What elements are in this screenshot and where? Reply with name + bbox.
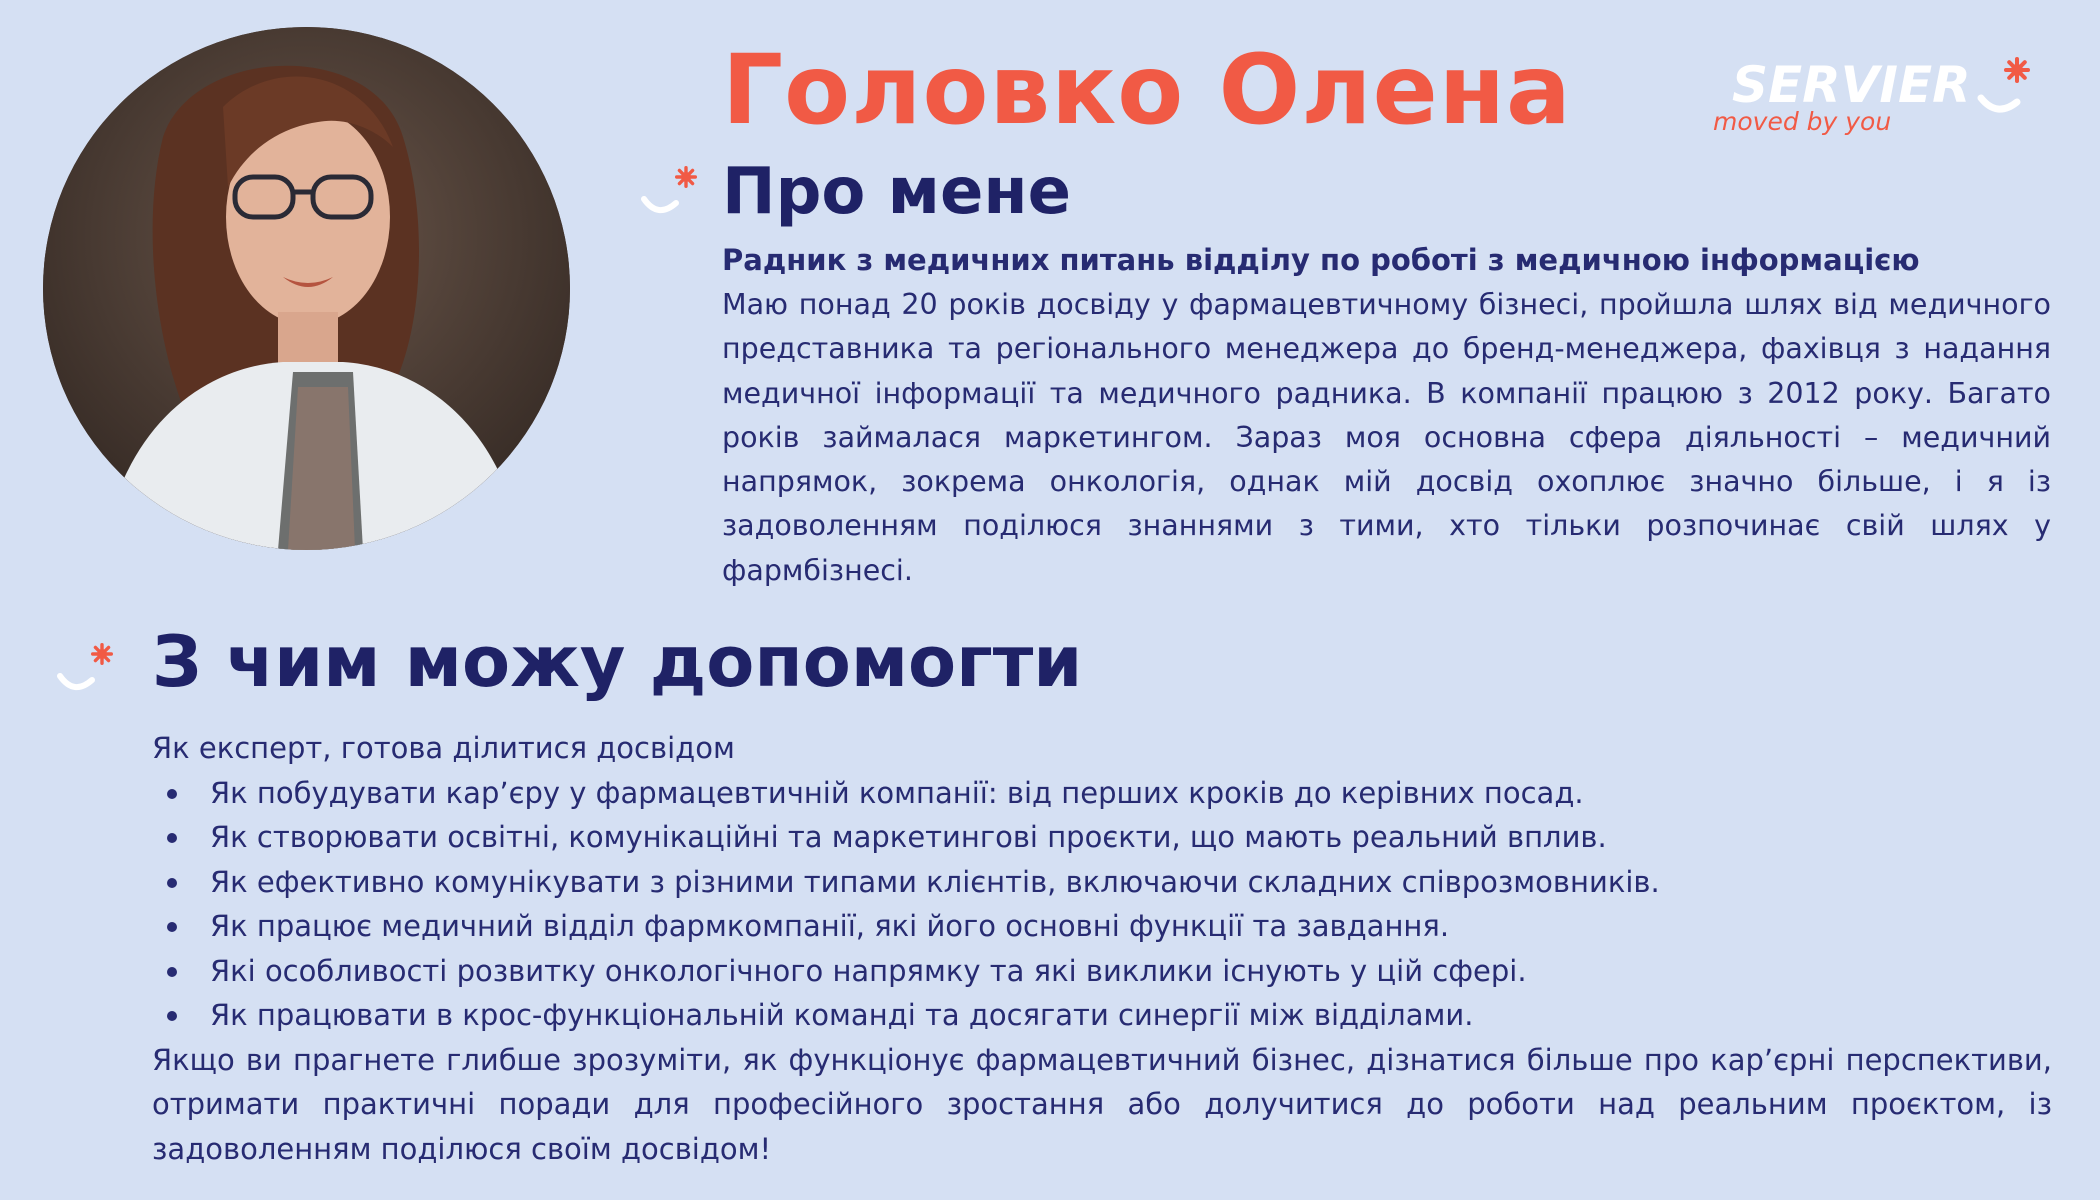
logo-tagline: moved by you (1713, 107, 1892, 136)
help-heading: З чим можу допомогти (152, 621, 1083, 703)
logo-wordmark: SERVIER (1732, 56, 1971, 114)
bullet-icon (167, 878, 177, 888)
list-item (152, 993, 2052, 1037)
bullet-icon (167, 789, 177, 799)
about-heading: Про мене (722, 155, 1071, 229)
list-item (152, 815, 2052, 859)
bullet-icon (167, 833, 177, 843)
job-title: Радник з медичних питань відділу по роботі з медичною інформацією (722, 243, 1920, 277)
smile-star-icon (56, 640, 116, 700)
about-text: Маю понад 20 років досвіду у фармацевтичному бізнесі, пройшла шлях від медичного представника та регіонального менеджера до бренд-менеджера, фахівця з надання медичної інформації та медичного радника. В компанії працюю з 2012 року. Багато років займалася маркетингом. Зараз моя основна сфера діяльності – медичний напрямок, зокрема онкологія, однак мій досвід охоплює значно більше, і я із задоволенням поділюся знаннями з тими, хто тільки розпочинає свій шлях у фармбізнесі. (722, 288, 2051, 587)
list-item-text: Як ефективно комунікувати з різними типами клієнтів, включаючи складних співрозмовників. (210, 864, 1660, 899)
list-item-text: Як побудувати кар’єру у фармацевтичній компанії: від перших кроків до керівних посад. (210, 776, 1584, 810)
list-item (152, 904, 2052, 948)
logo-smile-icon (1975, 56, 2035, 122)
smile-star-icon (640, 163, 700, 223)
bullet-icon (167, 967, 177, 977)
list-item-text: Як працює медичний відділ фармкомпанії, які його основні функції та завдання. (210, 909, 1450, 944)
help-intro: Як експерт, готова ділитися досвідом (152, 731, 735, 765)
list-item-text: Як створювати освітні, комунікаційні та маркетингові проєкти, що мають реальний вплив. (210, 820, 1607, 855)
list-item-text: Які особливості розвитку онкологічного напрямку та які виклики існують у цій сфері. (210, 953, 1527, 988)
page-title: Головко Олена (722, 34, 1572, 146)
list-item-text: Як працювати в крос-функціональній команді та досягати синергії між відділами. (210, 998, 1474, 1033)
list-item (152, 949, 2052, 993)
closing-text: Якщо ви прагнете глибше зрозуміти, як функціонує фармацевтичний бізнес, дізнатися більше про кар’єрні перспективи, отримати практичні поради для професійного зростання або долучитися до роботи над реальним проєктом, із задоволенням поділюся своїм досвідом! (152, 1043, 2052, 1166)
list-item (152, 860, 2052, 904)
bullet-icon (167, 922, 177, 932)
portrait-photo (43, 27, 570, 550)
help-list (152, 771, 2052, 1037)
bullet-icon (167, 1011, 177, 1021)
list-item (152, 771, 2052, 815)
servier-logo (1710, 52, 2030, 142)
